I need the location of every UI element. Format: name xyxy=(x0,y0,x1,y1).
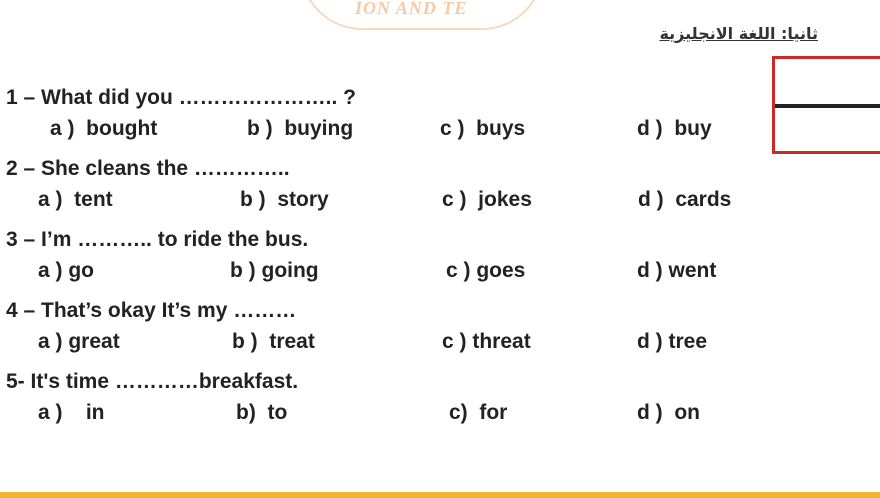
q1-option-d[interactable]: d ) buy xyxy=(637,117,712,140)
q3-option-d[interactable]: d ) went xyxy=(637,259,717,282)
q3-option-b[interactable]: b ) going xyxy=(230,259,319,282)
q4-option-d[interactable]: d ) tree xyxy=(637,330,708,353)
q1-option-b[interactable]: b ) buying xyxy=(247,117,354,140)
q1-option-c[interactable]: c ) buys xyxy=(440,117,526,140)
question-2: 2 – She cleans the ………….. xyxy=(6,157,290,180)
q2-option-d[interactable]: d ) cards xyxy=(638,188,732,211)
answer-box xyxy=(772,56,880,154)
q2-option-a[interactable]: a ) tent xyxy=(38,188,113,211)
section-title: ثانيا: اللغة الانجليزية xyxy=(659,24,818,43)
question-4: 4 – That’s okay It’s my ……… xyxy=(6,299,297,322)
question-1: 1 – What did you ………………….. ? xyxy=(6,86,357,109)
answer-box-divider xyxy=(775,104,880,108)
q4-option-a[interactable]: a ) great xyxy=(38,330,120,353)
watermark-text: ION AND TE xyxy=(355,0,468,18)
q5-option-d[interactable]: d ) on xyxy=(637,401,700,424)
q3-option-c[interactable]: c ) goes xyxy=(446,259,526,282)
q5-option-a[interactable]: a ) in xyxy=(38,401,105,424)
question-5: 5- It's time …………breakfast. xyxy=(6,370,299,393)
q4-option-c[interactable]: c ) threat xyxy=(442,330,531,353)
q1-option-a[interactable]: a ) bought xyxy=(50,117,158,140)
question-3: 3 – I’m ……….. to ride the bus. xyxy=(6,228,309,251)
bottom-accent-bar xyxy=(0,492,880,498)
q2-option-b[interactable]: b ) story xyxy=(240,188,329,211)
q5-option-c[interactable]: c) for xyxy=(449,401,508,424)
q4-option-b[interactable]: b ) treat xyxy=(232,330,315,353)
q3-option-a[interactable]: a ) go xyxy=(38,259,94,282)
q2-option-c[interactable]: c ) jokes xyxy=(442,188,532,211)
q5-option-b[interactable]: b) to xyxy=(236,401,288,424)
